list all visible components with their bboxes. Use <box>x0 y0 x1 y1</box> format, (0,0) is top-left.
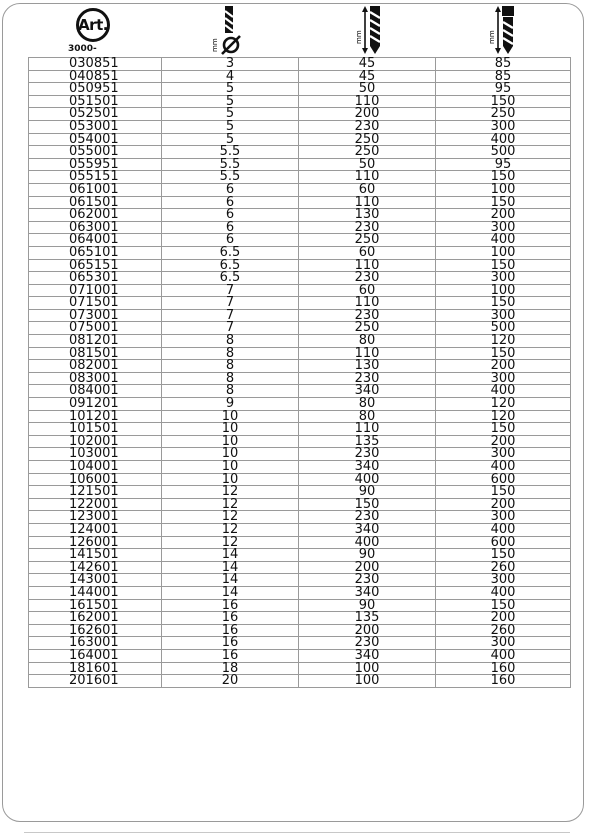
cell-article: 164001 <box>29 649 162 662</box>
cell-working-length-mm: 60 <box>299 284 436 297</box>
cell-total-length-mm: 300 <box>436 372 571 385</box>
cell-diameter-mm: 6 <box>162 209 299 222</box>
drill-diameter-icon <box>213 5 243 55</box>
cell-working-length-mm: 340 <box>299 586 436 599</box>
cell-working-length-mm: 230 <box>299 221 436 234</box>
cell-diameter-mm: 7 <box>162 297 299 310</box>
cell-total-length-mm: 95 <box>436 158 571 171</box>
cell-diameter-mm: 16 <box>162 624 299 637</box>
cell-article: 071501 <box>29 297 162 310</box>
cell-total-length-mm: 250 <box>436 108 571 121</box>
cell-article: 081501 <box>29 347 162 360</box>
cell-article: 084001 <box>29 385 162 398</box>
cell-diameter-mm: 5.5 <box>162 146 299 159</box>
cell-diameter-mm: 6.5 <box>162 259 299 272</box>
cell-working-length-mm: 80 <box>299 335 436 348</box>
cell-working-length-mm: 200 <box>299 624 436 637</box>
cell-diameter-mm: 10 <box>162 423 299 436</box>
cell-article: 065101 <box>29 246 162 259</box>
cell-article: 181601 <box>29 662 162 675</box>
cell-total-length-mm: 400 <box>436 586 571 599</box>
cell-total-length-mm: 160 <box>436 662 571 675</box>
cell-diameter-mm: 16 <box>162 612 299 625</box>
cell-diameter-mm: 10 <box>162 448 299 461</box>
cell-working-length-mm: 150 <box>299 498 436 511</box>
cell-total-length-mm: 150 <box>436 423 571 436</box>
cell-working-length-mm: 230 <box>299 637 436 650</box>
cell-article: 083001 <box>29 372 162 385</box>
cell-diameter-mm: 5 <box>162 83 299 96</box>
cell-total-length-mm: 95 <box>436 83 571 96</box>
cell-article: 121501 <box>29 486 162 499</box>
cell-total-length-mm: 85 <box>436 58 571 71</box>
cell-total-length-mm: 400 <box>436 234 571 247</box>
cell-total-length-mm: 150 <box>436 347 571 360</box>
cell-diameter-mm: 8 <box>162 385 299 398</box>
cell-total-length-mm: 300 <box>436 272 571 285</box>
cell-article: 201601 <box>29 675 162 688</box>
cell-diameter-mm: 14 <box>162 574 299 587</box>
table-row <box>29 675 571 688</box>
cell-total-length-mm: 200 <box>436 612 571 625</box>
cell-diameter-mm: 8 <box>162 347 299 360</box>
cell-diameter-mm: 10 <box>162 410 299 423</box>
cell-article: 104001 <box>29 461 162 474</box>
cell-diameter-mm: 5 <box>162 108 299 121</box>
cell-article: 106001 <box>29 473 162 486</box>
unit-mm-label: mm <box>355 30 363 44</box>
cell-working-length-mm: 50 <box>299 158 436 171</box>
cell-article: 163001 <box>29 637 162 650</box>
cell-working-length-mm: 110 <box>299 423 436 436</box>
cell-diameter-mm: 5 <box>162 120 299 133</box>
cell-diameter-mm: 6 <box>162 183 299 196</box>
cell-total-length-mm: 150 <box>436 486 571 499</box>
cell-diameter-mm: 12 <box>162 536 299 549</box>
cell-diameter-mm: 5 <box>162 133 299 146</box>
cell-working-length-mm: 110 <box>299 259 436 272</box>
working-length-icon <box>354 4 384 56</box>
cell-article: 143001 <box>29 574 162 587</box>
art-code: 3000- <box>68 44 97 54</box>
cell-article: 091201 <box>29 398 162 411</box>
cell-total-length-mm: 150 <box>436 196 571 209</box>
cell-diameter-mm: 6.5 <box>162 246 299 259</box>
cell-total-length-mm: 100 <box>436 284 571 297</box>
cell-diameter-mm: 5.5 <box>162 158 299 171</box>
cell-article: 062001 <box>29 209 162 222</box>
unit-mm-label: mm <box>211 38 219 52</box>
cell-working-length-mm: 130 <box>299 209 436 222</box>
cell-diameter-mm: 10 <box>162 435 299 448</box>
cell-total-length-mm: 300 <box>436 120 571 133</box>
cell-article: 122001 <box>29 498 162 511</box>
cell-working-length-mm: 230 <box>299 448 436 461</box>
cell-article: 075001 <box>29 322 162 335</box>
cell-article: 126001 <box>29 536 162 549</box>
cell-diameter-mm: 4 <box>162 70 299 83</box>
cell-working-length-mm: 60 <box>299 183 436 196</box>
art-label: Art. <box>78 16 108 34</box>
cell-diameter-mm: 10 <box>162 473 299 486</box>
cell-working-length-mm: 80 <box>299 410 436 423</box>
cell-working-length-mm: 110 <box>299 196 436 209</box>
cell-working-length-mm: 340 <box>299 461 436 474</box>
cell-diameter-mm: 8 <box>162 335 299 348</box>
cell-diameter-mm: 9 <box>162 398 299 411</box>
cell-working-length-mm: 110 <box>299 297 436 310</box>
cell-working-length-mm: 230 <box>299 120 436 133</box>
cell-article: 055951 <box>29 158 162 171</box>
cell-working-length-mm: 230 <box>299 309 436 322</box>
cell-working-length-mm: 230 <box>299 574 436 587</box>
header-working-length <box>298 3 435 57</box>
cell-article: 040851 <box>29 70 162 83</box>
cell-total-length-mm: 500 <box>436 322 571 335</box>
drill-table <box>28 57 571 688</box>
cell-diameter-mm: 7 <box>162 322 299 335</box>
cell-working-length-mm: 250 <box>299 146 436 159</box>
cell-article: 124001 <box>29 523 162 536</box>
cell-working-length-mm: 400 <box>299 536 436 549</box>
cell-total-length-mm: 150 <box>436 549 571 562</box>
bottom-rule <box>24 832 570 833</box>
cell-total-length-mm: 260 <box>436 624 571 637</box>
cell-article: 054001 <box>29 133 162 146</box>
cell-article: 071001 <box>29 284 162 297</box>
cell-article: 052501 <box>29 108 162 121</box>
cell-diameter-mm: 12 <box>162 498 299 511</box>
cell-article: 101501 <box>29 423 162 436</box>
cell-article: 073001 <box>29 309 162 322</box>
cell-total-length-mm: 100 <box>436 183 571 196</box>
header-total-length <box>435 3 570 57</box>
cell-article: 053001 <box>29 120 162 133</box>
total-length-icon <box>487 4 517 56</box>
cell-article: 141501 <box>29 549 162 562</box>
cell-working-length-mm: 340 <box>299 385 436 398</box>
cell-total-length-mm: 300 <box>436 574 571 587</box>
cell-total-length-mm: 100 <box>436 246 571 259</box>
cell-diameter-mm: 12 <box>162 486 299 499</box>
cell-working-length-mm: 80 <box>299 398 436 411</box>
cell-diameter-mm: 7 <box>162 309 299 322</box>
cell-working-length-mm: 230 <box>299 272 436 285</box>
cell-diameter-mm: 10 <box>162 461 299 474</box>
cell-diameter-mm: 8 <box>162 372 299 385</box>
cell-article: 162601 <box>29 624 162 637</box>
cell-total-length-mm: 200 <box>436 498 571 511</box>
cell-article: 161501 <box>29 599 162 612</box>
cell-total-length-mm: 160 <box>436 675 571 688</box>
cell-working-length-mm: 100 <box>299 662 436 675</box>
cell-working-length-mm: 90 <box>299 599 436 612</box>
cell-article: 162001 <box>29 612 162 625</box>
cell-total-length-mm: 400 <box>436 523 571 536</box>
cell-total-length-mm: 500 <box>436 146 571 159</box>
cell-total-length-mm: 300 <box>436 221 571 234</box>
cell-diameter-mm: 8 <box>162 360 299 373</box>
cell-working-length-mm: 250 <box>299 133 436 146</box>
cell-working-length-mm: 200 <box>299 108 436 121</box>
cell-total-length-mm: 200 <box>436 435 571 448</box>
cell-working-length-mm: 130 <box>299 360 436 373</box>
cell-working-length-mm: 230 <box>299 372 436 385</box>
cell-diameter-mm: 5 <box>162 95 299 108</box>
cell-diameter-mm: 7 <box>162 284 299 297</box>
cell-working-length-mm: 90 <box>299 549 436 562</box>
cell-diameter-mm: 6 <box>162 221 299 234</box>
cell-working-length-mm: 340 <box>299 523 436 536</box>
cell-total-length-mm: 600 <box>436 473 571 486</box>
cell-diameter-mm: 6.5 <box>162 272 299 285</box>
cell-working-length-mm: 50 <box>299 83 436 96</box>
cell-working-length-mm: 45 <box>299 58 436 71</box>
cell-total-length-mm: 400 <box>436 461 571 474</box>
drill-table-body <box>29 58 571 688</box>
cell-total-length-mm: 200 <box>436 360 571 373</box>
cell-article: 061501 <box>29 196 162 209</box>
cell-total-length-mm: 300 <box>436 511 571 524</box>
cell-article: 101201 <box>29 410 162 423</box>
cell-total-length-mm: 200 <box>436 209 571 222</box>
cell-diameter-mm: 14 <box>162 549 299 562</box>
cell-working-length-mm: 135 <box>299 435 436 448</box>
cell-total-length-mm: 400 <box>436 133 571 146</box>
cell-diameter-mm: 16 <box>162 637 299 650</box>
cell-total-length-mm: 150 <box>436 259 571 272</box>
cell-total-length-mm: 600 <box>436 536 571 549</box>
cell-total-length-mm: 300 <box>436 309 571 322</box>
cell-total-length-mm: 150 <box>436 297 571 310</box>
cell-article: 030851 <box>29 58 162 71</box>
cell-working-length-mm: 60 <box>299 246 436 259</box>
cell-total-length-mm: 150 <box>436 95 571 108</box>
cell-working-length-mm: 200 <box>299 561 436 574</box>
cell-diameter-mm: 16 <box>162 599 299 612</box>
cell-working-length-mm: 110 <box>299 171 436 184</box>
cell-diameter-mm: 14 <box>162 561 299 574</box>
cell-diameter-mm: 16 <box>162 649 299 662</box>
cell-article: 061001 <box>29 183 162 196</box>
cell-working-length-mm: 400 <box>299 473 436 486</box>
cell-total-length-mm: 120 <box>436 410 571 423</box>
cell-total-length-mm: 150 <box>436 599 571 612</box>
cell-article: 065301 <box>29 272 162 285</box>
cell-total-length-mm: 300 <box>436 637 571 650</box>
cell-article: 055001 <box>29 146 162 159</box>
art-circle-icon <box>76 8 110 42</box>
cell-article: 142601 <box>29 561 162 574</box>
cell-total-length-mm: 120 <box>436 335 571 348</box>
cell-working-length-mm: 135 <box>299 612 436 625</box>
cell-article: 065151 <box>29 259 162 272</box>
cell-working-length-mm: 250 <box>299 234 436 247</box>
cell-working-length-mm: 110 <box>299 95 436 108</box>
cell-diameter-mm: 12 <box>162 523 299 536</box>
cell-diameter-mm: 18 <box>162 662 299 675</box>
cell-total-length-mm: 400 <box>436 385 571 398</box>
cell-diameter-mm: 6 <box>162 196 299 209</box>
cell-article: 064001 <box>29 234 162 247</box>
table-header <box>28 3 570 57</box>
cell-article: 050951 <box>29 83 162 96</box>
cell-working-length-mm: 45 <box>299 70 436 83</box>
cell-working-length-mm: 90 <box>299 486 436 499</box>
header-article <box>28 3 161 57</box>
cell-article: 051501 <box>29 95 162 108</box>
unit-mm-label: mm <box>488 30 496 44</box>
cell-total-length-mm: 300 <box>436 448 571 461</box>
cell-total-length-mm: 400 <box>436 649 571 662</box>
cell-diameter-mm: 20 <box>162 675 299 688</box>
cell-article: 103001 <box>29 448 162 461</box>
cell-diameter-mm: 12 <box>162 511 299 524</box>
cell-article: 123001 <box>29 511 162 524</box>
cell-article: 102001 <box>29 435 162 448</box>
cell-article: 063001 <box>29 221 162 234</box>
cell-diameter-mm: 5.5 <box>162 171 299 184</box>
cell-article: 144001 <box>29 586 162 599</box>
cell-working-length-mm: 340 <box>299 649 436 662</box>
cell-total-length-mm: 120 <box>436 398 571 411</box>
cell-diameter-mm: 3 <box>162 58 299 71</box>
cell-total-length-mm: 260 <box>436 561 571 574</box>
cell-article: 081201 <box>29 335 162 348</box>
cell-diameter-mm: 6 <box>162 234 299 247</box>
cell-article: 082001 <box>29 360 162 373</box>
cell-total-length-mm: 85 <box>436 70 571 83</box>
cell-diameter-mm: 14 <box>162 586 299 599</box>
header-diameter <box>161 3 298 57</box>
cell-working-length-mm: 250 <box>299 322 436 335</box>
cell-article: 055151 <box>29 171 162 184</box>
cell-working-length-mm: 100 <box>299 675 436 688</box>
cell-working-length-mm: 230 <box>299 511 436 524</box>
cell-working-length-mm: 110 <box>299 347 436 360</box>
cell-total-length-mm: 150 <box>436 171 571 184</box>
